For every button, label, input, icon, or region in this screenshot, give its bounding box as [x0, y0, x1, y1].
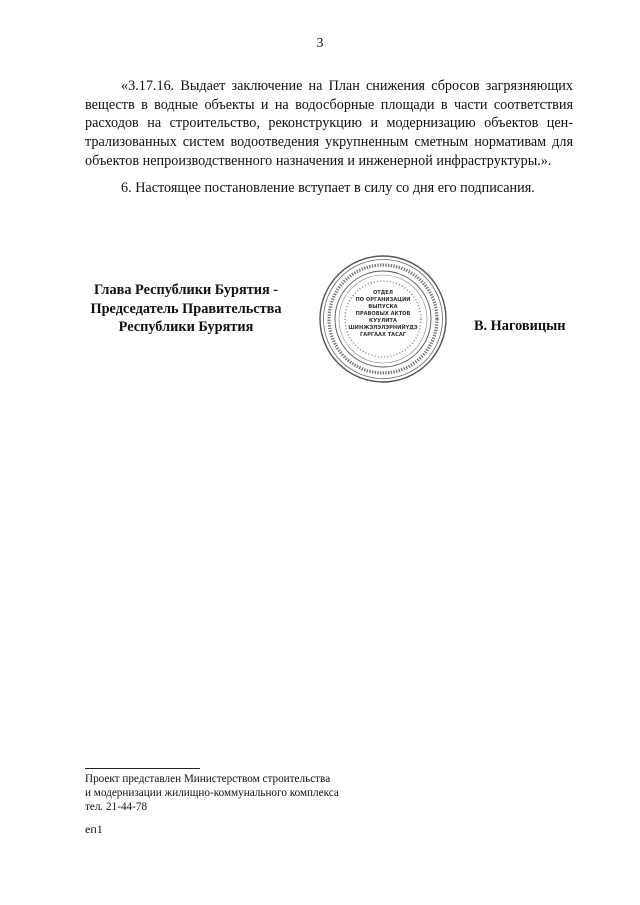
signatory-title-line: Председатель Правительства [90, 300, 282, 317]
footnote-line: и модернизации жилищно-коммунального комплекса [85, 786, 339, 799]
document-code: еп1 [85, 822, 103, 836]
footnote-divider [85, 768, 200, 769]
paragraph-6: 6. Настоящее постановление вступает в силу со дня его подписания. [121, 180, 535, 196]
round-stamp-icon [318, 254, 448, 384]
seal-text-line: ГАРГААХ ТАСАГ [359, 332, 407, 338]
seal-text-line: КУУЛИТА [369, 318, 397, 324]
seal-text-line: ОТДЕЛ [372, 290, 394, 296]
signatory-name: В. Наговицын [474, 318, 566, 334]
signatory-title-line: Глава Республики Бурятия - [93, 282, 279, 298]
footnote [85, 773, 339, 814]
page-number: 3 [316, 36, 324, 51]
signatory-title [80, 281, 292, 337]
paragraph-3-17-16: «3.17.16. Выдает заключение на План снижения сбросов загрязняющих веществ в водные объекты и на водосборные площади в части соответствия расходов на строительство, реконструкцию и модернизацию объектов цен-трализованных систем водоотведения укрупненным сметным нормативам для объектов непроизводственного назначения и инженерной инфраструктуры.». [85, 78, 573, 169]
seal-text-line: ВЫПУСКА [368, 304, 398, 310]
seal-text-line: ПРАВОВЫХ АКТОВ [355, 311, 411, 317]
seal-text-line: ШИНЖЭЛЭЛЭРНИЙҮДЭ [348, 325, 418, 331]
signatory-title-line: Республики Бурятия [118, 319, 254, 335]
footnote-line: Проект представлен Министерством строительства [85, 773, 331, 785]
footnote-line: тел. 21-44-78 [85, 800, 148, 813]
seal-text-line: ПО ОРГАНИЗАЦИИ [355, 297, 411, 303]
